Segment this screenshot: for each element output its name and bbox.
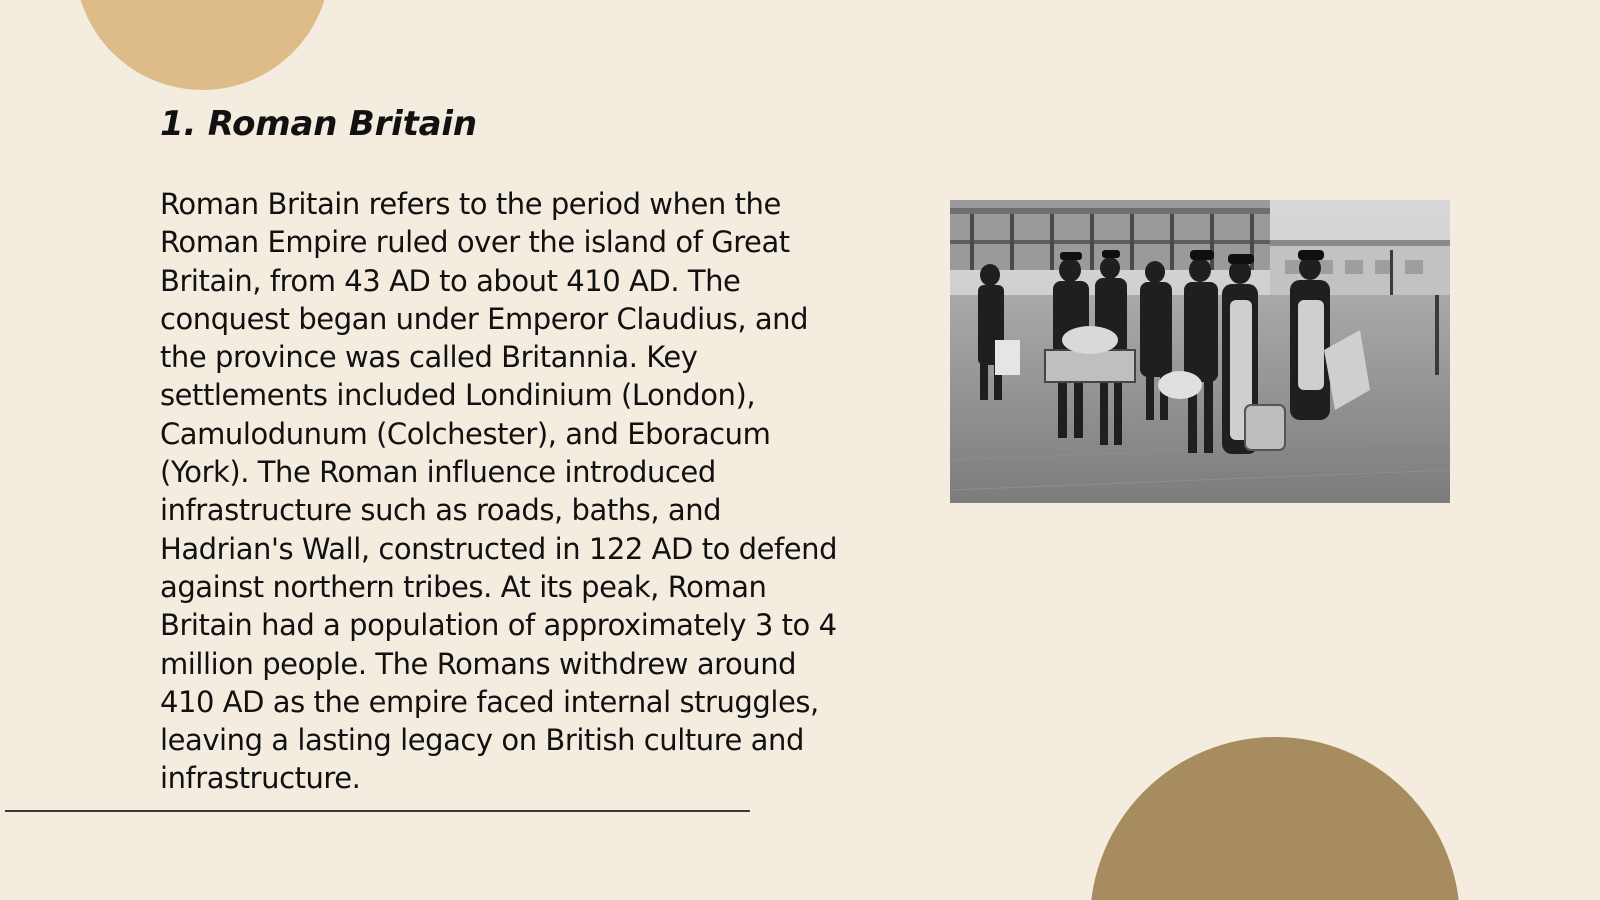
historical-photo: [950, 200, 1450, 503]
slide-body-text: Roman Britain refers to the period when the Roman Empire ruled over the island of Great Britain, from 43 AD to about 410 AD. The conquest began under Emperor Claudius, and the province was called Britannia. Key settlements included Londinium (London), Camulodunum (Colchester), and Eboracum (York). The Roman influence introduced infrastructure such as roads, baths, and Hadrian's Wall, constructed in 122 AD to defend against northern tribes. At its peak, Roman Britain had a population of approximately 3 to 4 million people. The Romans withdrew around 410 AD as the empire faced internal struggles, leaving a lasting legacy on British culture and infrastructure.: [160, 187, 838, 796]
photo-people-carrying-luggage: [950, 200, 1450, 503]
decorative-circle-top: [75, 0, 330, 90]
horizontal-divider: [5, 810, 750, 812]
slide-title: 1. Roman Britain: [160, 104, 477, 144]
decorative-circle-bottom: [1090, 737, 1460, 900]
